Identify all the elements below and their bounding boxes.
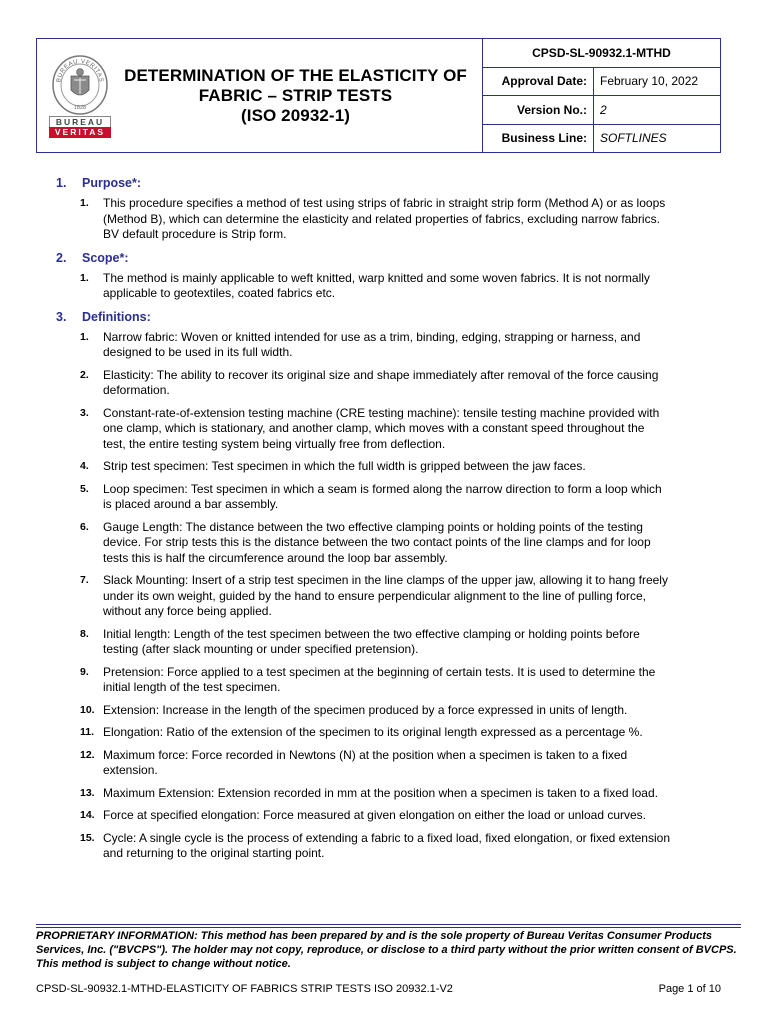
section-heading [56, 175, 768, 191]
title-line-2: FABRIC – STRIP TESTS [198, 85, 393, 105]
section-number: 3. [56, 309, 67, 324]
footer-doc-ref: CPSD-SL-90932.1-MTHD-ELASTICITY OF FABRICS STRIP TESTS ISO 20932.1-V2 [36, 983, 453, 995]
section-number: 1. [56, 176, 67, 190]
approval-row [483, 68, 720, 97]
seal-icon [51, 54, 109, 116]
item-text: The method is mainly applicable to weft knitted, warp knitted and some woven fabrics. It is not normally applicable to geotextiles, coated fabrics etc. [103, 270, 650, 300]
list-item [80, 831, 670, 862]
item-number: 12. [80, 748, 95, 761]
item-number: 10. [80, 703, 95, 716]
logo-word-top: BUREAU [49, 116, 111, 127]
item-text: Narrow fabric: Woven or knitted intended for use as a trim, binding, edging, strapping or harness, and designed to be used in its full width. [103, 329, 641, 359]
item-text: This procedure specifies a method of test using strips of fabric in straight strip form (Method A) or as loops (Method B), which can determine the elasticity and related properties of fabrics, excluding narrow fabrics. BV default procedure is Strip form. [103, 196, 666, 241]
list-item [80, 406, 670, 453]
item-text: Gauge Length: The distance between the two effective clamping points or holding points of the testing device. For strip tests this is the distance between the two contact points of the line clamps and for loop tests this is half the circumference around the loop bar assembly. [103, 519, 651, 565]
seal-year: 1828 [73, 104, 87, 111]
list-item [80, 786, 670, 802]
list-item [80, 196, 670, 243]
list-item [80, 665, 670, 696]
header-title-block [37, 39, 483, 152]
item-text: Force at specified elongation: Force measured at given elongation on either the load or unload curves. [103, 808, 646, 822]
list-item [80, 725, 670, 741]
page-number: Page 1 of 10 [658, 983, 721, 995]
title-line-1: DETERMINATION OF THE ELASTICITY OF [124, 65, 467, 85]
doc-code: CPSD-SL-90932.1-MTHD [483, 39, 720, 68]
item-text: Constant-rate-of-extension testing machine (CRE testing machine): tensile testing machine provided with one clamp, which is stationary, and another clamp, which moves with a constant speed throughout the test, the entire testing system being virtually free from deflection. [103, 405, 660, 451]
list-item [80, 459, 670, 475]
section-scope [56, 250, 768, 302]
item-number: 6. [80, 520, 89, 533]
approval-value: February 10, 2022 [600, 74, 699, 89]
item-number: 1. [80, 197, 89, 209]
section-purpose [56, 175, 768, 243]
item-text: Maximum Extension: Extension recorded in mm at the position when a specimen is taken to a fixed load. [103, 785, 658, 800]
proprietary-notice: PROPRIETARY INFORMATION: This method has been prepared by and is the sole property of Bureau Veritas Consumer Products Services, Inc. ("BVCPS"). The holder may not copy, reproduce, or disclose to a third party without the prior written consent of BVCPS. This method is subject to change without notice. [36, 930, 737, 970]
item-text: Initial length: Length of the test specimen between the two effective clamping or holding points before testing (after slack mounting or under specified pretension). [103, 626, 640, 656]
footer-bar [36, 983, 721, 995]
list-item [80, 368, 670, 399]
item-number: 13. [80, 786, 95, 799]
item-text: Slack Mounting: Insert of a strip test specimen in the line clamps of the upper jaw, allowing it to hang freely under its own weight, guided by the hand to ensure perpendicular alignment to the line of pulling force, without any force being applied. [103, 573, 668, 618]
section-title: Scope*: [82, 250, 129, 265]
version-label: Version No.: [483, 96, 594, 124]
list-item [80, 330, 670, 361]
document-header [36, 38, 721, 153]
item-number: 9. [80, 665, 89, 678]
item-number: 2. [80, 368, 89, 381]
item-number: 3. [80, 406, 89, 419]
item-text: Cycle: A single cycle is the process of extending a fabric to a fixed load, fixed elongation, or fixed extension and returning to the original starting point. [103, 830, 670, 860]
section-number: 2. [56, 250, 67, 265]
item-text: Elongation: Ratio of the extension of the specimen to its original length expressed as a percentage %. [103, 725, 643, 739]
item-text: Extension: Increase in the length of the specimen produced by a force expressed in units of length. [103, 702, 628, 717]
section-heading [56, 309, 768, 325]
document-body [0, 175, 768, 869]
list-item [80, 573, 670, 620]
business-label: Business Line: [483, 125, 594, 153]
approval-label: Approval Date: [483, 68, 594, 96]
title-line-3: (ISO 20932-1) [240, 105, 351, 125]
item-text: Strip test specimen: Test specimen in which the full width is gripped between the jaw faces. [103, 459, 586, 473]
item-number: 1. [80, 330, 89, 343]
item-number: 8. [80, 627, 89, 640]
business-row [483, 125, 720, 153]
section-title: Purpose*: [82, 176, 142, 190]
list-item [80, 482, 670, 513]
section-title: Definitions: [82, 309, 151, 324]
list-item [80, 748, 670, 779]
section-definitions [56, 309, 768, 862]
version-value: 2 [600, 102, 607, 117]
item-number: 11. [80, 726, 95, 738]
item-text: Pretension: Force applied to a test specimen at the beginning of certain tests. It is used to determine the initial length of the test specimen. [103, 664, 656, 694]
item-number: 14. [80, 809, 95, 821]
item-text: Elasticity: The ability to recover its original size and shape immediately after removal of the force causing deformation. [103, 367, 659, 397]
logo-word-bottom: VERITAS [49, 127, 111, 138]
footer-divider [36, 927, 741, 928]
item-number: 1. [80, 271, 89, 284]
list-item [80, 808, 670, 824]
bureau-veritas-logo [45, 54, 115, 138]
item-number: 7. [80, 574, 89, 586]
business-value: SOFTLINES [600, 131, 667, 146]
list-item [80, 627, 670, 658]
item-number: 5. [80, 482, 89, 495]
list-item [80, 271, 670, 302]
document-title [115, 66, 482, 126]
item-text: Loop specimen: Test specimen in which a seam is formed along the narrow direction to form a loop which is placed around a bar assembly. [103, 481, 662, 511]
section-heading [56, 250, 768, 266]
item-text: Maximum force: Force recorded in Newtons (N) at the position when a specimen is taken to a fixed extension. [103, 747, 628, 777]
item-number: 15. [80, 831, 95, 844]
item-number: 4. [80, 460, 89, 472]
header-meta-table [483, 39, 720, 152]
list-item [80, 703, 670, 719]
list-item [80, 520, 670, 567]
version-row [483, 96, 720, 125]
footer-divider [36, 924, 741, 925]
seal-ring-text: BUREAU VERITAS [56, 58, 104, 83]
